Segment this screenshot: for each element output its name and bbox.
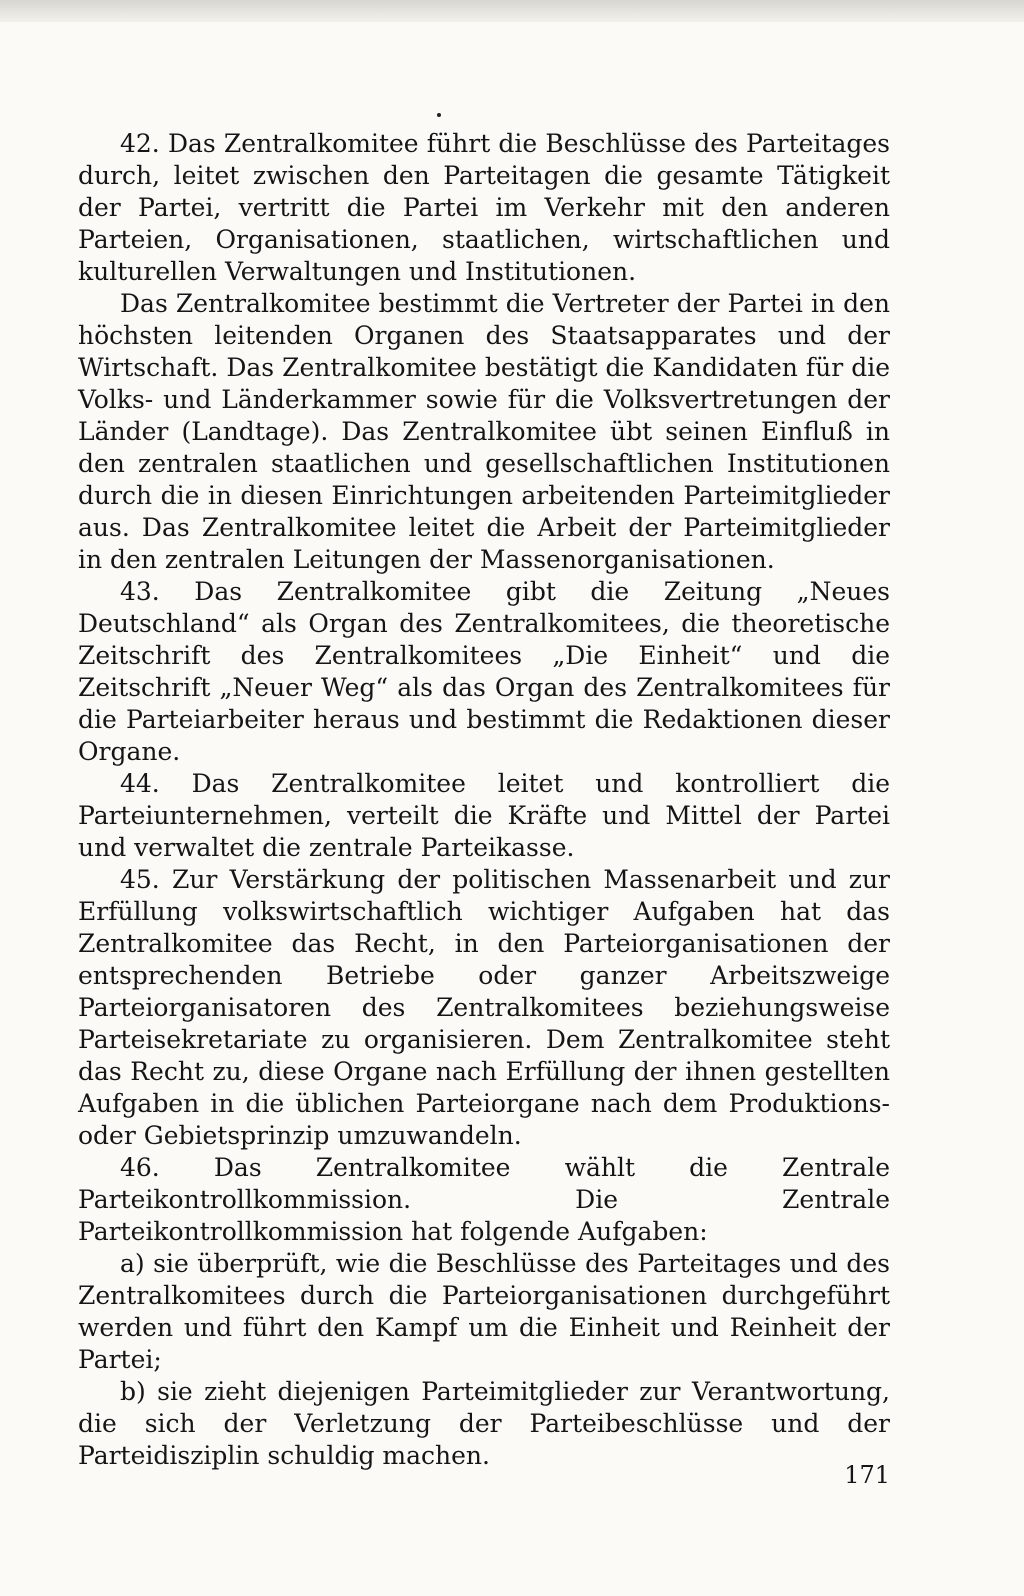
paragraph-46-item-a: a) sie überprüft, wie die Beschlüsse des Parteitages und des Zentralkomitees durch die Parteiorganisationen durchgeführt werden und führt den Kampf um die Einheit und Reinheit der Partei; bbox=[78, 1249, 890, 1374]
paragraph-42-continued: Das Zentralkomitee bestimmt die Vertreter der Partei in den höchsten leitenden Organen des Staatsapparates und der Wirtschaft. Das Zentralkomitee bestätigt die Kandidaten für die Volks- und Länderkammer sowie für die Volksvertretungen der Länder (Landtage). Das Zentralkomitee übt seinen Einfluß in den zentralen staatlichen und gesellschaftlichen Institutionen durch die in diesen Einrichtungen arbeitenden Parteimitglieder aus. Das Zentralkomitee leitet die Arbeit der Parteimitglieder in den zentralen Leitungen der Massenorganisationen. bbox=[78, 289, 890, 574]
paragraph-46-item-b: b) sie zieht diejenigen Parteimitglieder zur Verantwortung, die sich der Verletzung der Parteibeschlüsse und der Parteidisziplin schuldig machen. bbox=[78, 1377, 890, 1470]
paragraph-46: 46. Das Zentralkomitee wählt die Zentrale Parteikontrollkommission. Die Zentrale Parteikontrollkommission hat folgende Aufgaben: bbox=[78, 1153, 890, 1246]
paragraph-42: 42. Das Zentralkomitee führt die Beschlüsse des Parteitages durch, leitet zwischen den Parteitagen die gesamte Tätigkeit der Partei, vertritt die Partei im Verkehr mit den anderen Parteien, Organisationen, staatlichen, wirtschaftlichen und kulturellen Verwaltungen und Institutionen. bbox=[78, 129, 890, 286]
scan-top-edge bbox=[0, 0, 1024, 22]
paragraph-43: 43. Das Zentralkomitee gibt die Zeitung „Neues Deutschland“ als Organ des Zentralkomitees, die theoretische Zeitschrift des Zentralkomitees „Die Einheit“ und die Zeitschrift „Neuer Weg“ als das Organ des Zentralkomitees für die Parteiarbeiter heraus und bestimmt die Redaktionen dieser Organe. bbox=[78, 577, 890, 766]
print-mark bbox=[437, 113, 441, 117]
paragraph-45: 45. Zur Verstärkung der politischen Massenarbeit und zur Erfüllung volkswirtschaftlich wichtiger Aufgaben hat das Zentralkomitee das Recht, in den Parteiorganisationen der entsprechenden Betriebe oder ganzer Arbeitszweige Parteiorganisatoren des Zentralkomitees beziehungsweise Parteisekretariate zu organisieren. Dem Zentralkomitee steht das Recht zu, diese Organe nach Erfüllung der ihnen gestellten Aufgaben in die üblichen Parteiorgane nach dem Produktions- oder Gebietsprinzip umzuwandeln. bbox=[78, 865, 890, 1150]
page-number: 171 bbox=[844, 1461, 890, 1489]
paragraph-44: 44. Das Zentralkomitee leitet und kontrolliert die Parteiunternehmen, verteilt die Kräfte und Mittel der Partei und verwaltet die zentrale Parteikasse. bbox=[78, 769, 890, 862]
document-body bbox=[78, 128, 890, 1472]
